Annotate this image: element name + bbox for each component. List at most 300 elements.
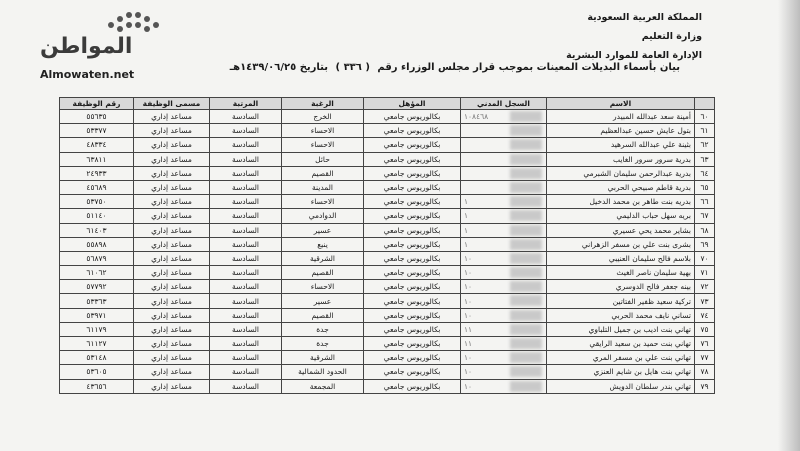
civil-registry-cell — [461, 266, 547, 280]
grade-cell — [210, 266, 282, 280]
job-number-cell — [60, 152, 134, 166]
job-title-text: مساعد إداري — [151, 211, 192, 221]
job-title-cell — [134, 322, 210, 336]
row-number-text: ٧٣ — [700, 296, 709, 306]
job-title-text: مساعد إداري — [151, 324, 192, 334]
job-number-cell — [60, 294, 134, 308]
qualification-text: بكالوريوس جامعي — [383, 353, 441, 363]
job-title-text: مساعد إداري — [151, 253, 192, 263]
job-number-cell — [60, 379, 134, 393]
job-number-text: ٤٨٣٣٤ — [86, 140, 107, 150]
job-title-text: مساعد إداري — [151, 225, 192, 235]
employee-name-cell — [547, 195, 695, 209]
qualification-text: بكالوريوس جامعي — [383, 367, 441, 377]
grade-text: السادسة — [232, 310, 259, 320]
row-number-text: ٦٥ — [700, 183, 709, 193]
civil-registry-text: ١ — [464, 211, 469, 221]
row-number-text: ٦٢ — [700, 140, 709, 150]
preference-city-text: القصيم — [311, 310, 334, 320]
civil-registry-cell — [461, 209, 547, 223]
job-number-text: ٥٣٣٧٧ — [86, 126, 107, 136]
qualification-text: بكالوريوس جامعي — [383, 140, 441, 150]
job-title-text: مساعد إداري — [151, 282, 192, 292]
civil-registry-text: ١٠ — [464, 296, 473, 306]
grade-text: السادسة — [232, 183, 259, 193]
job-number-text: ٥٥٦٣٥ — [86, 112, 107, 122]
civil-registry-text: ١٠ — [464, 353, 473, 363]
job-number-cell — [60, 322, 134, 336]
grade-text: السادسة — [232, 253, 259, 263]
civil-registry-cell — [461, 180, 547, 194]
grade-cell — [210, 308, 282, 322]
job-title-cell — [134, 308, 210, 322]
appointees-table — [59, 97, 715, 394]
job-number-cell — [60, 223, 134, 237]
row-number-text: ٦٩ — [700, 239, 709, 249]
redaction-blur — [510, 196, 542, 207]
qualification-text: بكالوريوس جامعي — [383, 183, 441, 193]
row-number-cell — [695, 223, 715, 237]
preference-city-text: الشرقية — [309, 253, 336, 263]
qualification-text: بكالوريوس جامعي — [383, 225, 441, 235]
job-number-text: ٦١٤٠٣ — [86, 225, 107, 235]
grade-cell — [210, 124, 282, 138]
employee-name-text: بدرية قاطم صبيحي الحربي — [607, 183, 691, 193]
row-number-text: ٧٦ — [700, 339, 709, 349]
row-number-cell — [695, 209, 715, 223]
job-number-text: ٥٧٧٩٢ — [86, 282, 107, 292]
qualification-cell — [364, 223, 461, 237]
preference-city-text: الاحساء — [310, 282, 335, 292]
qualification-text: بكالوريوس جامعي — [383, 268, 441, 278]
preference-city-cell — [282, 308, 364, 322]
redaction-blur — [510, 210, 542, 221]
decision-number: ( ٣٣٦ ) — [335, 62, 370, 73]
grade-text: السادسة — [232, 268, 259, 278]
row-number-cell — [695, 110, 715, 124]
row-number-text: ٦٧ — [700, 211, 709, 221]
table-row — [60, 209, 715, 223]
preference-city-text: جدة — [316, 324, 329, 334]
employee-name-text: تهاني بندر سلطان الدويش — [609, 381, 691, 391]
row-number-text: ٦١ — [700, 126, 709, 136]
table-row — [60, 223, 715, 237]
grade-cell — [210, 152, 282, 166]
qualification-cell — [364, 294, 461, 308]
employee-name-cell — [547, 223, 695, 237]
col-header-grade: المرتبة — [210, 98, 282, 110]
job-title-cell — [134, 365, 210, 379]
employee-name-text: بدرية عبدالرحمن سليمان الشبرمي — [583, 168, 691, 178]
job-title-cell — [134, 166, 210, 180]
table-row — [60, 266, 715, 280]
employee-name-text: تهاني بنت علي بن مسفر المري — [592, 353, 691, 363]
civil-registry-text: ١ — [464, 225, 469, 235]
qualification-cell — [364, 322, 461, 336]
col-header-name: الاسم — [547, 98, 695, 110]
civil-registry-cell — [461, 166, 547, 180]
civil-registry-cell — [461, 280, 547, 294]
job-title-cell — [134, 195, 210, 209]
job-number-cell — [60, 237, 134, 251]
qualification-text: بكالوريوس جامعي — [383, 339, 441, 349]
employee-name-text: بدرية سرور سرور الغايب — [613, 154, 691, 164]
grade-cell — [210, 138, 282, 152]
table-row — [60, 365, 715, 379]
qualification-cell — [364, 266, 461, 280]
grade-text: السادسة — [232, 112, 259, 122]
table-row — [60, 180, 715, 194]
table-row — [60, 251, 715, 265]
grade-cell — [210, 251, 282, 265]
job-number-cell — [60, 110, 134, 124]
preference-city-cell — [282, 237, 364, 251]
redaction-blur — [510, 381, 542, 392]
civil-registry-text: ١٠ — [464, 381, 473, 391]
job-title-cell — [134, 379, 210, 393]
grade-cell — [210, 223, 282, 237]
qualification-cell — [364, 365, 461, 379]
grade-cell — [210, 351, 282, 365]
table-row — [60, 138, 715, 152]
row-number-text: ٧٨ — [700, 367, 709, 377]
row-number-text: ٧٩ — [700, 381, 709, 391]
scan-edge-shadow — [778, 0, 800, 451]
job-title-cell — [134, 138, 210, 152]
job-title-cell — [134, 237, 210, 251]
qualification-text: بكالوريوس جامعي — [383, 197, 441, 207]
qualification-text: بكالوريوس جامعي — [383, 168, 441, 178]
document-title — [230, 62, 680, 73]
qualification-text: بكالوريوس جامعي — [383, 239, 441, 249]
row-number-cell — [695, 138, 715, 152]
qualification-cell — [364, 110, 461, 124]
preference-city-cell — [282, 152, 364, 166]
logo-wordmark: المواطن — [40, 34, 133, 59]
date-label: بتاريخ — [299, 62, 329, 73]
row-number-text: ٧١ — [700, 268, 709, 278]
preference-city-cell — [282, 365, 364, 379]
grade-text: السادسة — [232, 381, 259, 391]
header-line-department: الإدارة العامة للموارد البشرية — [566, 50, 702, 61]
preference-city-cell — [282, 337, 364, 351]
job-number-text: ٥٦٨٧٩ — [86, 253, 107, 263]
table-row — [60, 379, 715, 393]
redaction-blur — [510, 324, 542, 335]
civil-registry-text: ١٠٨٤٦٨ — [464, 112, 489, 122]
job-title-cell — [134, 294, 210, 308]
employee-name-cell — [547, 152, 695, 166]
row-number-cell — [695, 351, 715, 365]
job-number-cell — [60, 124, 134, 138]
employee-name-cell — [547, 110, 695, 124]
job-title-text: مساعد إداري — [151, 112, 192, 122]
logo-url: Almowaten.net — [40, 68, 135, 81]
grade-text: السادسة — [232, 211, 259, 221]
job-title-cell — [134, 110, 210, 124]
civil-registry-cell — [461, 308, 547, 322]
title-text: بيان بأسماء البديلات المعينات بموجب قرار مجلس الوزراء رقم — [377, 62, 680, 73]
preference-city-text: جدة — [316, 339, 329, 349]
employee-name-text: بثينة علي عبدالله السرهيد — [610, 140, 691, 150]
civil-registry-cell — [461, 223, 547, 237]
preference-city-text: ينبع — [317, 239, 328, 249]
job-title-text: مساعد إداري — [151, 367, 192, 377]
redaction-blur — [510, 111, 542, 122]
grade-cell — [210, 195, 282, 209]
decision-date: ١٤٣٩/٠٦/٢٥هـ — [229, 62, 297, 73]
table-row — [60, 124, 715, 138]
logo-dots-icon — [108, 10, 168, 36]
job-title-cell — [134, 266, 210, 280]
preference-city-text: الاحساء — [310, 140, 335, 150]
employee-name-text: تهاني بنت هايل بن شايم العنزي — [593, 367, 691, 377]
employee-name-cell — [547, 209, 695, 223]
civil-registry-text: ١٠ — [464, 310, 473, 320]
qualification-cell — [364, 195, 461, 209]
job-title-cell — [134, 180, 210, 194]
job-title-text: مساعد إداري — [151, 268, 192, 278]
job-number-text: ٥٣١٤٨ — [86, 353, 107, 363]
employee-name-text: بتول عايش حسين عبدالعظيم — [600, 126, 691, 136]
employee-name-text: تساني نايف محمد الحربي — [611, 310, 691, 320]
qualification-cell — [364, 379, 461, 393]
employee-name-text: بريه سهل حباب الدليمي — [616, 211, 691, 221]
job-number-cell — [60, 180, 134, 194]
grade-text: السادسة — [232, 324, 259, 334]
job-number-cell — [60, 365, 134, 379]
employee-name-cell — [547, 322, 695, 336]
redaction-blur — [510, 352, 542, 363]
redaction-blur — [510, 154, 542, 165]
employee-name-cell — [547, 365, 695, 379]
employee-name-cell — [547, 294, 695, 308]
table-row — [60, 351, 715, 365]
qualification-cell — [364, 237, 461, 251]
civil-registry-cell — [461, 124, 547, 138]
qualification-cell — [364, 337, 461, 351]
header-line-kingdom: المملكة العربية السعودية — [587, 12, 702, 23]
preference-city-cell — [282, 138, 364, 152]
job-number-cell — [60, 351, 134, 365]
preference-city-cell — [282, 280, 364, 294]
table-header-row — [60, 98, 715, 110]
redaction-blur — [510, 139, 542, 150]
preference-city-text: الخرج — [313, 112, 332, 122]
job-title-text: مساعد إداري — [151, 126, 192, 136]
job-number-text: ٢٤٩٣٣ — [86, 168, 107, 178]
col-header-job-title: مسمى الوظيفة — [134, 98, 210, 110]
redaction-blur — [510, 168, 542, 179]
job-number-text: ٥٣٣٦٣ — [86, 296, 107, 306]
col-header-number — [695, 98, 715, 110]
grade-text: السادسة — [232, 154, 259, 164]
employee-name-text: بشاير محمد يحي عسيري — [612, 225, 691, 235]
job-number-cell — [60, 251, 134, 265]
job-number-text: ٥٥٨٩٨ — [86, 239, 107, 249]
preference-city-cell — [282, 251, 364, 265]
redaction-blur — [510, 225, 542, 236]
employee-name-text: تهاني بنت اديب بن جميل التلباوي — [588, 324, 691, 334]
grade-text: السادسة — [232, 140, 259, 150]
job-title-cell — [134, 351, 210, 365]
preference-city-cell — [282, 110, 364, 124]
job-number-cell — [60, 195, 134, 209]
qualification-text: بكالوريوس جامعي — [383, 282, 441, 292]
job-title-text: مساعد إداري — [151, 339, 192, 349]
qualification-cell — [364, 124, 461, 138]
header-line-ministry: وزارة التعليم — [641, 31, 702, 42]
col-header-civil-registry: السجل المدني — [461, 98, 547, 110]
job-title-cell — [134, 251, 210, 265]
row-number-cell — [695, 337, 715, 351]
preference-city-text: القصيم — [311, 268, 334, 278]
preference-city-cell — [282, 124, 364, 138]
job-title-text: مساعد إداري — [151, 310, 192, 320]
redaction-blur — [510, 125, 542, 136]
row-number-text: ٧٠ — [700, 253, 709, 263]
civil-registry-cell — [461, 379, 547, 393]
row-number-text: ٧٢ — [700, 282, 709, 292]
preference-city-cell — [282, 209, 364, 223]
row-number-cell — [695, 308, 715, 322]
job-title-text: مساعد إداري — [151, 353, 192, 363]
preference-city-text: القصيم — [311, 168, 334, 178]
row-number-text: ٦٠ — [700, 112, 709, 122]
row-number-cell — [695, 195, 715, 209]
civil-registry-cell — [461, 251, 547, 265]
row-number-text: ٦٦ — [700, 197, 709, 207]
employee-name-cell — [547, 180, 695, 194]
preference-city-text: الاحساء — [310, 197, 335, 207]
civil-registry-text: ١ — [464, 197, 469, 207]
job-number-cell — [60, 138, 134, 152]
employee-name-text: بلاسم فالح سليمان العنيبي — [608, 253, 691, 263]
preference-city-cell — [282, 195, 364, 209]
job-title-cell — [134, 209, 210, 223]
job-title-text: مساعد إداري — [151, 168, 192, 178]
grade-text: السادسة — [232, 282, 259, 292]
qualification-cell — [364, 308, 461, 322]
job-number-text: ٤٣٦٥٦ — [86, 381, 107, 391]
qualification-text: بكالوريوس جامعي — [383, 253, 441, 263]
job-number-text: ٦١١٧٩ — [86, 324, 107, 334]
civil-registry-cell — [461, 237, 547, 251]
employee-name-cell — [547, 266, 695, 280]
table-row — [60, 337, 715, 351]
table-row — [60, 294, 715, 308]
employee-name-cell — [547, 166, 695, 180]
row-number-cell — [695, 237, 715, 251]
employee-name-cell — [547, 237, 695, 251]
job-number-cell — [60, 166, 134, 180]
row-number-cell — [695, 365, 715, 379]
employee-name-text: بشرى بنت علي بن مسفر الزهراني — [581, 239, 691, 249]
civil-registry-text: ١١ — [464, 339, 473, 349]
grade-text: السادسة — [232, 225, 259, 235]
qualification-cell — [364, 180, 461, 194]
preference-city-text: عسير — [313, 296, 332, 306]
employee-name-text: بهية سليمان ناصر الغيث — [616, 268, 691, 278]
qualification-text: بكالوريوس جامعي — [383, 211, 441, 221]
col-header-preference: الرغبة — [282, 98, 364, 110]
table-row — [60, 195, 715, 209]
job-title-text: مساعد إداري — [151, 183, 192, 193]
preference-city-cell — [282, 180, 364, 194]
row-number-cell — [695, 280, 715, 294]
row-number-text: ٦٣ — [700, 154, 709, 164]
grade-text: السادسة — [232, 353, 259, 363]
preference-city-text: الاحساء — [310, 126, 335, 136]
preference-city-text: المدينة — [311, 183, 333, 193]
civil-registry-text: ١٠ — [464, 282, 473, 292]
grade-cell — [210, 379, 282, 393]
job-number-text: ٤٥٦٨٩ — [86, 183, 107, 193]
table-row — [60, 166, 715, 180]
job-title-cell — [134, 337, 210, 351]
civil-registry-text: ١١ — [464, 324, 473, 334]
employee-name-text: تركية سعيد ظفير الفتاتين — [612, 296, 691, 306]
qualification-cell — [364, 152, 461, 166]
job-number-cell — [60, 337, 134, 351]
grade-text: السادسة — [232, 168, 259, 178]
row-number-cell — [695, 180, 715, 194]
row-number-text: ٦٤ — [700, 168, 709, 178]
employee-name-cell — [547, 308, 695, 322]
grade-cell — [210, 365, 282, 379]
job-number-text: ٦١١٢٧ — [86, 339, 107, 349]
grade-text: السادسة — [232, 239, 259, 249]
job-title-text: مساعد إداري — [151, 381, 192, 391]
employee-name-cell — [547, 379, 695, 393]
row-number-cell — [695, 251, 715, 265]
job-title-cell — [134, 124, 210, 138]
employee-name-cell — [547, 251, 695, 265]
preference-city-cell — [282, 266, 364, 280]
civil-registry-cell — [461, 294, 547, 308]
row-number-text: ٧٧ — [700, 353, 709, 363]
grade-text: السادسة — [232, 339, 259, 349]
grade-text: السادسة — [232, 126, 259, 136]
qualification-text: بكالوريوس جامعي — [383, 112, 441, 122]
job-title-cell — [134, 152, 210, 166]
row-number-text: ٧٤ — [700, 310, 709, 320]
grade-cell — [210, 110, 282, 124]
job-title-text: مساعد إداري — [151, 197, 192, 207]
qualification-text: بكالوريوس جامعي — [383, 296, 441, 306]
job-number-cell — [60, 280, 134, 294]
grade-text: السادسة — [232, 296, 259, 306]
row-number-cell — [695, 266, 715, 280]
qualification-cell — [364, 166, 461, 180]
preference-city-cell — [282, 223, 364, 237]
qualification-cell — [364, 251, 461, 265]
redaction-blur — [510, 281, 542, 292]
grade-cell — [210, 280, 282, 294]
grade-cell — [210, 237, 282, 251]
employee-name-text: تهاني بنت حميد بن سعيد الرايقي — [589, 339, 691, 349]
civil-registry-cell — [461, 351, 547, 365]
employee-name-cell — [547, 337, 695, 351]
job-title-text: مساعد إداري — [151, 296, 192, 306]
row-number-cell — [695, 379, 715, 393]
preference-city-text: حائل — [315, 154, 330, 164]
redaction-blur — [510, 310, 542, 321]
col-header-qualification: المؤهل — [364, 98, 461, 110]
grade-text: السادسة — [232, 367, 259, 377]
grade-cell — [210, 209, 282, 223]
job-number-cell — [60, 308, 134, 322]
